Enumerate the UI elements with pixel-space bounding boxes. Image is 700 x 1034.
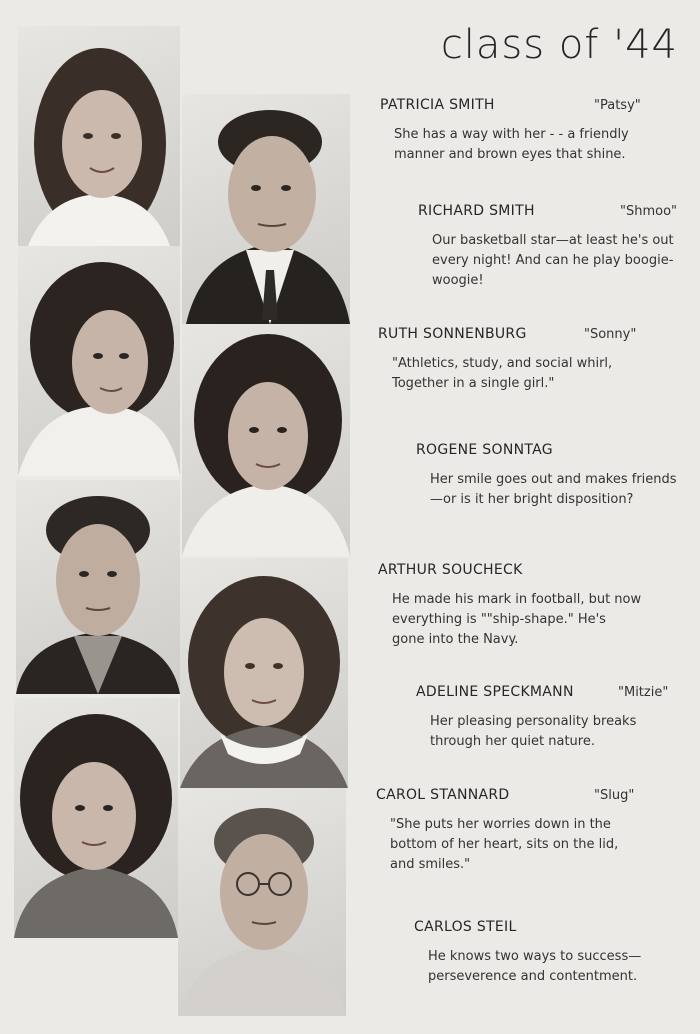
student-name: ADELINE SPECKMANN bbox=[416, 684, 574, 700]
student-quote: She has a way with her - - a friendly manner and brown eyes that shine. bbox=[394, 127, 629, 162]
student-nickname: "Sonny" bbox=[584, 327, 637, 342]
entry-patricia-smith bbox=[380, 97, 680, 165]
entry-arthur-soucheck bbox=[378, 562, 678, 650]
student-name: RICHARD SMITH bbox=[418, 203, 535, 219]
entry-carlos-steil bbox=[414, 919, 700, 987]
portrait-rogene-sonntag bbox=[182, 324, 350, 556]
entry-ruth-sonnenburg bbox=[378, 326, 678, 394]
portrait-adeline-speckmann bbox=[180, 558, 348, 788]
student-name: ARTHUR SOUCHECK bbox=[378, 562, 523, 578]
portrait-richard-smith bbox=[182, 94, 350, 324]
entry-rogene-sonntag bbox=[416, 442, 700, 510]
student-quote: Our basketball star—at least he's out every night! And can he play boogie- woogie! bbox=[432, 233, 674, 288]
student-nickname: "Slug" bbox=[594, 788, 635, 803]
portrait-ruth-sonnenburg bbox=[18, 246, 180, 476]
student-nickname: "Patsy" bbox=[594, 98, 641, 113]
student-quote: He made his mark in football, but now everything is ""ship-shape." He's gone into the Navy. bbox=[392, 592, 642, 647]
student-quote: "Athletics, study, and social whirl, Together in a single girl." bbox=[392, 356, 613, 391]
student-quote: "She puts her worries down in the bottom of her heart, sits on the lid, and smiles." bbox=[390, 817, 619, 872]
entry-carol-stannard bbox=[376, 787, 676, 875]
page-title: class of '44 bbox=[440, 22, 678, 68]
student-name: CARLOS STEIL bbox=[414, 919, 517, 935]
student-quote: Her pleasing personality breaks through her quiet nature. bbox=[430, 714, 637, 749]
student-quote: He knows two ways to success— perseverence and contentment. bbox=[428, 949, 642, 984]
student-nickname: "Mitzie" bbox=[618, 685, 669, 700]
student-name: PATRICIA SMITH bbox=[380, 97, 495, 113]
portrait-patricia-smith bbox=[18, 26, 180, 246]
portrait-carol-stannard bbox=[14, 698, 178, 938]
student-name: CAROL STANNARD bbox=[376, 787, 510, 803]
student-nickname: "Shmoo" bbox=[620, 204, 678, 219]
student-name: ROGENE SONNTAG bbox=[416, 442, 553, 458]
student-quote: Her smile goes out and makes friends —or is it her bright disposition? bbox=[430, 472, 677, 507]
portrait-arthur-soucheck bbox=[16, 480, 180, 694]
portrait-carlos-steil bbox=[178, 788, 346, 1016]
student-name: RUTH SONNENBURG bbox=[378, 326, 527, 342]
entry-adeline-speckmann bbox=[416, 684, 700, 752]
entry-richard-smith bbox=[418, 203, 700, 291]
